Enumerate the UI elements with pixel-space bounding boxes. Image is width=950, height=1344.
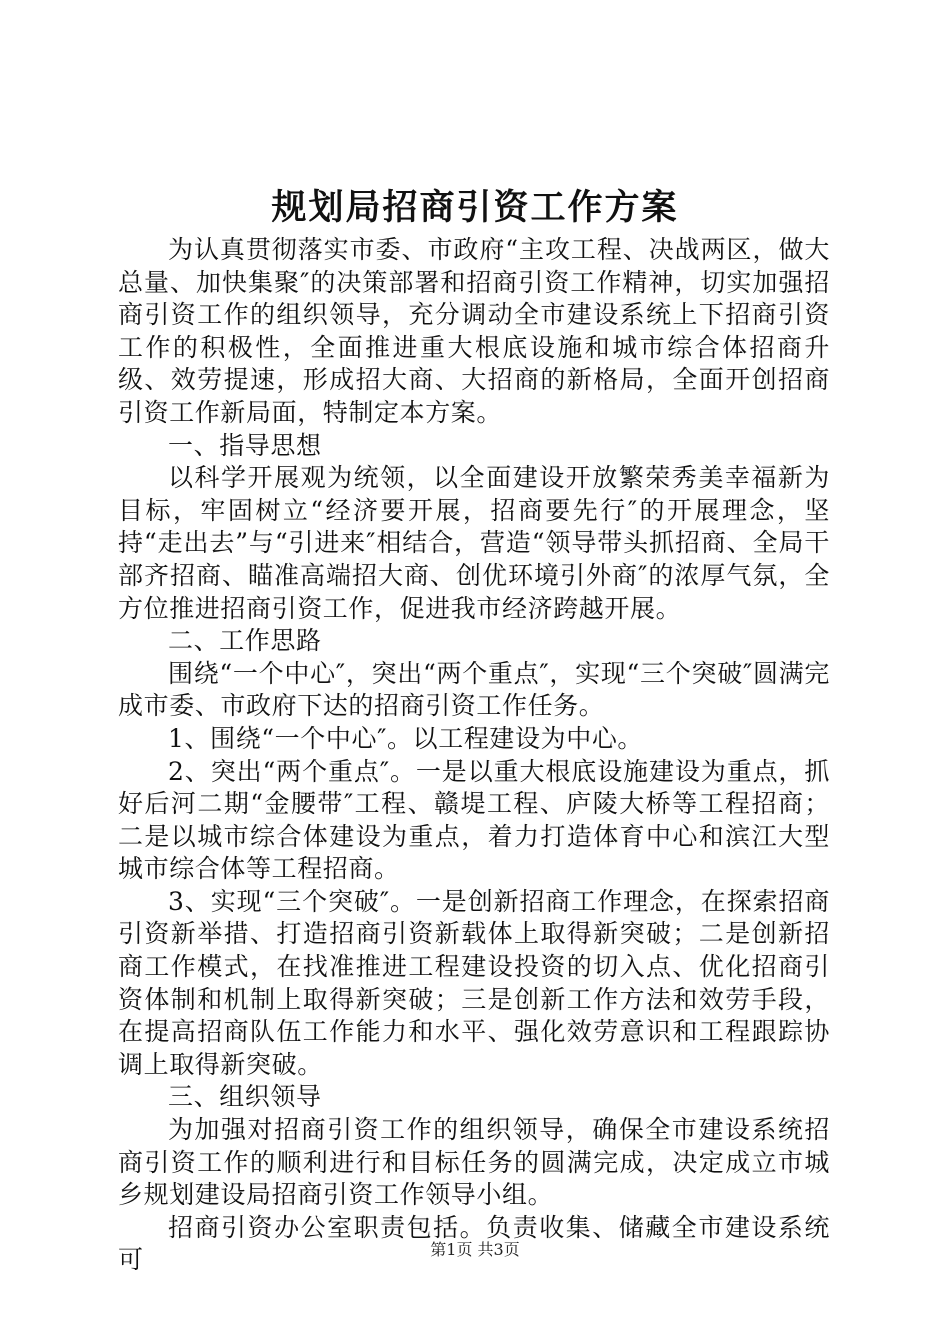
list-item-three-breakthroughs: 3、实现“三个突破″。一是创新招商工作理念，在探索招商引资新举措、打造招商引资新载体上取得新突破；二是创新招商工作模式，在找准推进工程建设投资的切入点、优化招商引资体制和机制上取得新突破；三是创新工作方法和效劳手段，在提高招商队伍工作能力和水平、强化效劳意识和工程跟踪协调上取得新突破。 [118,886,830,1079]
document-title: 规划局招商引资工作方案 [271,187,679,228]
paragraph-work-approach: 围绕“一个中心″，突出“两个重点″，实现“三个突破″圆满完成市委、市政府下达的招商引资工作任务。 [118,658,830,721]
section-heading-organization: 三、组织领导 [168,1082,322,1112]
page-footer: 第1页 共3页 [430,1240,520,1259]
list-item-two-focuses: 2、突出“两个重点″。一是以重大根底设施建设为重点，抓好后河二期“金腰带″工程、赣堤工程、庐陵大桥等工程招商；二是以城市综合体建设为重点，着力打造体育中心和滨江大型城市综合体等工程招商。 [118,756,830,884]
paragraph-intro: 为认真贯彻落实市委、市政府“主攻工程、决战两区，做大总量、加快集聚″的决策部署和招商引资工作精神，切实加强招商引资工作的组织领导，充分调动全市建设系统上下招商引资工作的积极性，全面推进重大根底设施和城市综合体招商升级、效劳提速，形成招大商、大招商的新格局，全面开创招商引资工作新局面，特制定本方案。 [118,235,830,427]
section-heading-guiding-thought: 一、指导思想 [168,430,322,460]
section-heading-work-approach: 二、工作思路 [168,626,322,656]
paragraph-office-duties: 招商引资办公室职责包括。负责收集、储藏全市建设系统可 [118,1212,830,1275]
document-body [118,234,830,1277]
paragraph-guiding-thought: 以科学开展观为统领，以全面建设开放繁荣秀美幸福新为目标，牢固树立“经济要开展，招商要先行″的开展理念，坚持“走出去”与“引进来″相结合，营造“领导带头抓招商、全局干部齐招商、瞄准高端招大商、创优环境引外商″的浓厚气氛，全方位推进招商引资工作，促进我市经济跨越开展。 [118,463,830,623]
list-item-one-center: 1、围绕“一个中心″。以工程建设为中心。 [168,723,644,753]
paragraph-organization: 为加强对招商引资工作的组织领导，确保全市建设系统招商引资工作的顺利进行和目标任务的圆满完成，决定成立市城乡规划建设局招商引资工作领导小组。 [118,1115,830,1210]
